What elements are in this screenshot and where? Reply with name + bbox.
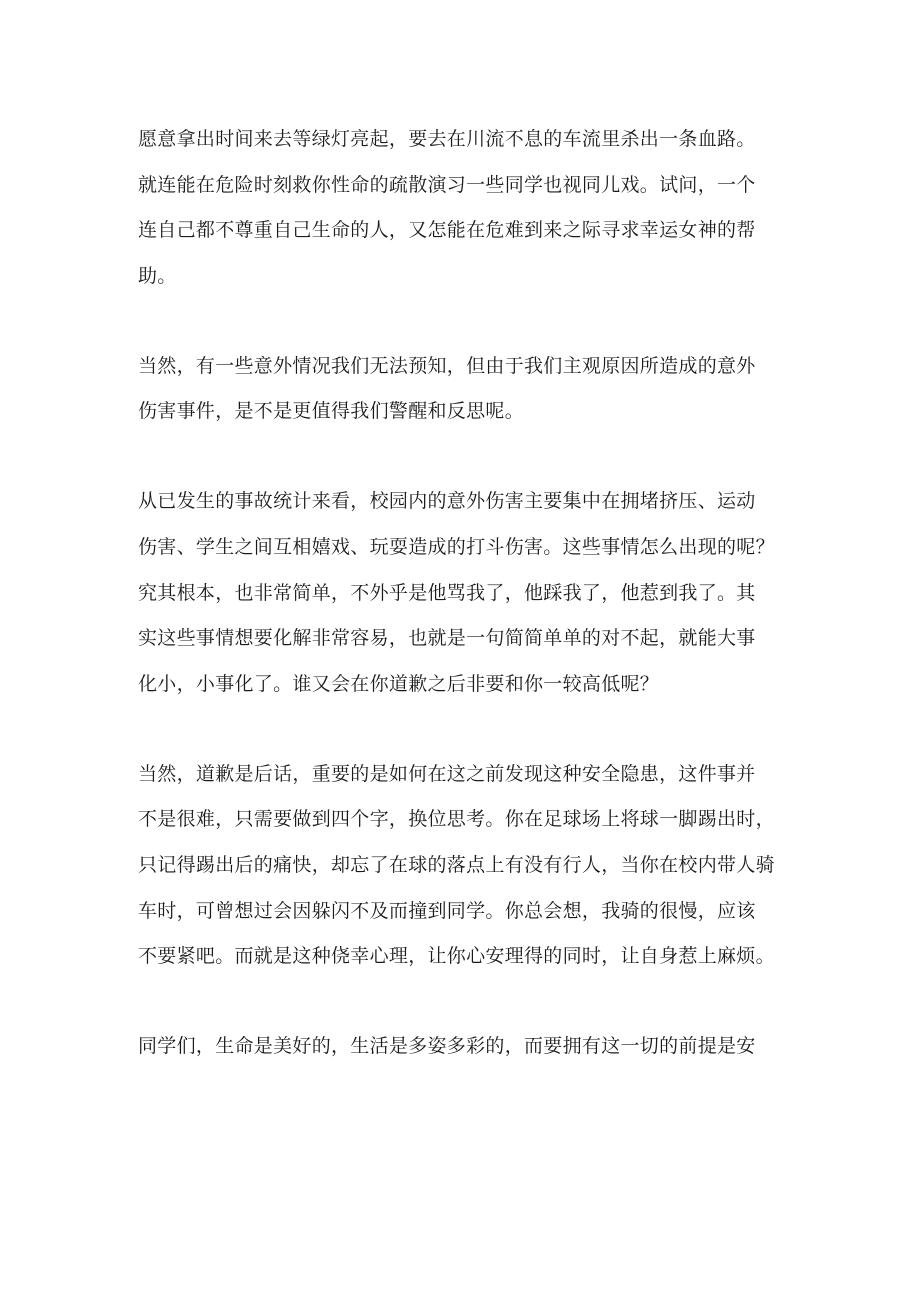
text-line: 实这些事情想要化解非常容易，也就是一句简简单单的对不起，就能大事 <box>138 627 756 650</box>
text-line: 从已发生的事故统计来看，校园内的意外伤害主要集中在拥堵挤压、运动 <box>138 490 756 513</box>
paragraph-spacer <box>138 708 798 752</box>
paragraph-2 <box>138 344 798 435</box>
text-line: 伤害事件，是不是更值得我们警醒和反思呢。 <box>138 400 525 423</box>
text-line: 伤害、学生之间互相嬉戏、玩耍造成的打斗伤害。这些事情怎么出现的呢？ <box>138 535 775 558</box>
text-line: 愿意拿出时间来去等绿灯亮起，要去在川流不息的车流里杀出一条血路。 <box>138 128 756 150</box>
paragraph-1 <box>138 117 798 300</box>
text-line: 同学们，生命是美好的，生活是多姿多彩的，而要拥有这一切的前提是安 <box>138 1035 756 1057</box>
text-line: 车时，可曾想过会因躲闪不及而撞到同学。你总会想，我骑的很慢，应该 <box>138 899 756 922</box>
body-text <box>138 117 798 1070</box>
paragraph-spacer <box>138 980 798 1024</box>
text-line: 助。 <box>138 265 177 288</box>
text-line: 究其根本，也非常简单，不外乎是他骂我了，他踩我了，他惹到我了。其 <box>138 581 756 604</box>
paragraph-3 <box>138 479 798 707</box>
text-line: 化小，小事化了。谁又会在你道歉之后非要和你一较高低呢？ <box>138 672 660 695</box>
text-line: 当然，有一些意外情况我们无法预知，但由于我们主观原因所造成的意外 <box>138 354 756 377</box>
text-line: 不是很难，只需要做到四个字，换位思考。你在足球场上将球一脚踢出时， <box>138 808 775 831</box>
text-line: 连自己都不尊重自己生命的人，又怎能在危难到来之际寻求幸运女神的帮 <box>138 219 756 242</box>
paragraph-5 <box>138 1024 798 1070</box>
paragraph-4 <box>138 752 798 980</box>
text-line: 只记得踢出后的痛快，却忘了在球的落点上有没有行人，当你在校内带人骑 <box>138 853 775 876</box>
text-line: 当然，道歉是后话，重要的是如何在这之前发现这种安全隐患，这件事并 <box>138 762 756 785</box>
paragraph-spacer <box>138 435 798 479</box>
text-line: 就连能在危险时刻救你性命的疏散演习一些同学也视同儿戏。试问，一个 <box>138 173 756 196</box>
text-line: 不要紧吧。而就是这种侥幸心理，让你心安理得的同时，让自身惹上麻烦。 <box>138 945 775 968</box>
paragraph-spacer <box>138 300 798 344</box>
